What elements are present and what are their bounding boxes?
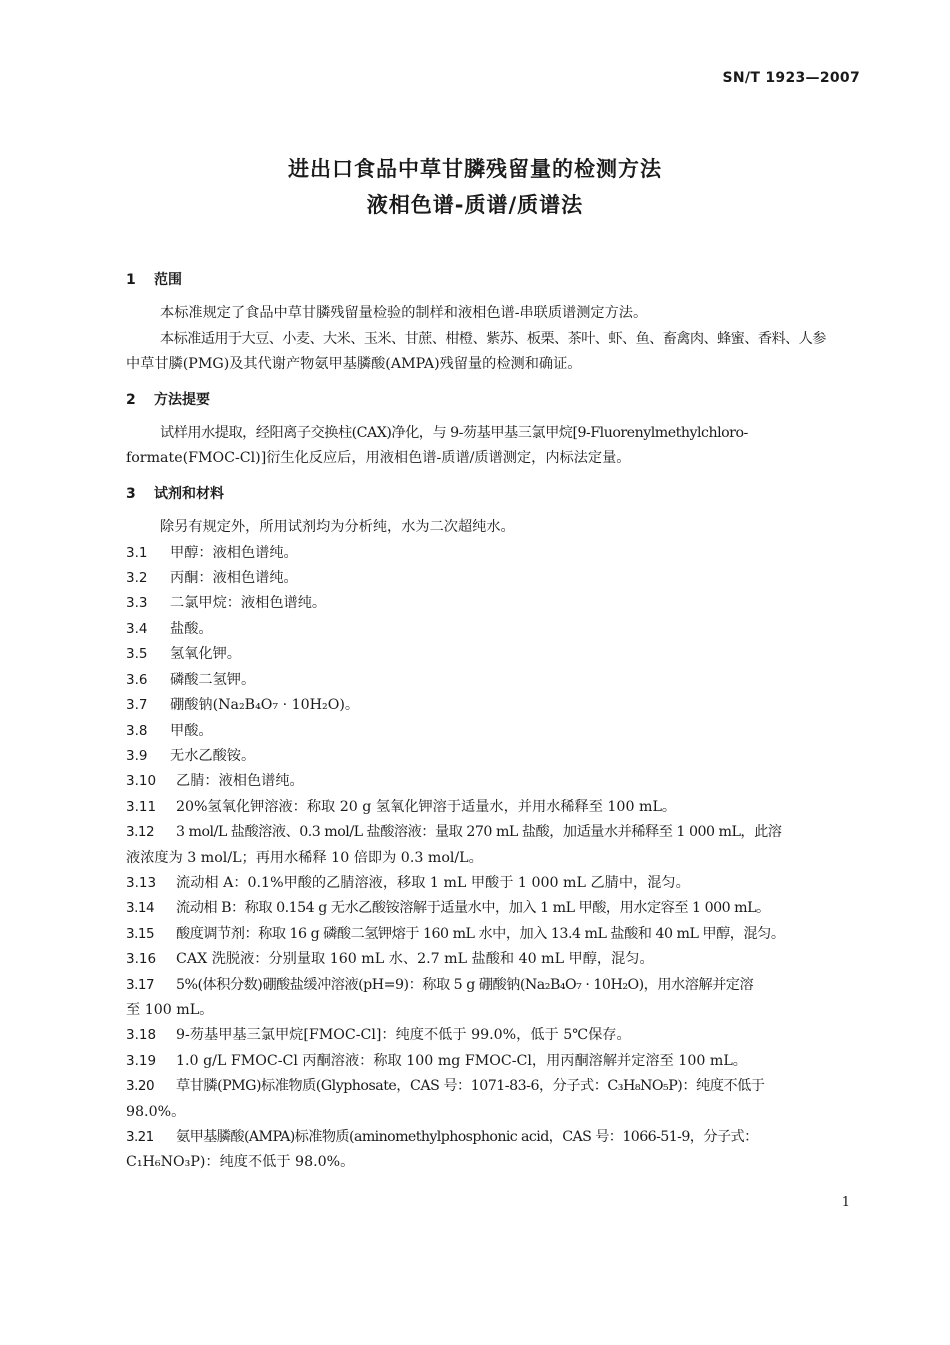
item-number: 3.9 [126, 747, 148, 764]
paragraph-continuation: formate(FMOC-Cl)]衍生化反应后，用液相色谱-质谱/质谱测定，内标法定量。 [126, 450, 631, 467]
item-text: 磷酸二氢钾。 [170, 671, 256, 688]
item-number: 3.16 [126, 951, 157, 968]
item-number: 3.4 [126, 620, 148, 637]
item-text: 酸度调节剂：称取 16 g 磷酸二氢钾熔于 160 mL 水中，加入 13.4 mL 盐酸和 40 mL 甲醇，混匀。 [176, 925, 785, 942]
document-title-line2: 液相色谱-质谱/质谱法 [366, 193, 584, 217]
list-item-continuation: 98.0%。 [126, 1103, 186, 1120]
section-heading-reagents [126, 482, 862, 507]
item-number: 3.14 [126, 900, 155, 917]
item-text: 无水乙酸铵。 [170, 747, 256, 764]
list-item-continuation: 至 100 mL。 [126, 1001, 214, 1018]
paragraph-continuation: 中草甘膦(PMG)及其代谢产物氨甲基膦酸(AMPA)残留量的检测和确证。 [126, 356, 582, 373]
list-item [126, 744, 862, 769]
item-text: 3 mol/L 盐酸溶液、0.3 mol/L 盐酸溶液：量取 270 mL 盐酸，加适量水并稀释至 1 000 mL，此溶 [176, 824, 782, 841]
item-text: 20%氢氧化钾溶液：称取 20 g 氢氧化钾溶于适量水，并用水稀释至 100 mL。 [176, 798, 677, 815]
item-number: 3.5 [126, 646, 148, 663]
standard-code: SN/T 1923—2007 [722, 70, 860, 86]
list-item [126, 719, 862, 744]
list-item [126, 541, 862, 566]
list-item [126, 820, 862, 845]
item-text: 二氯甲烷：液相色谱纯。 [170, 595, 327, 612]
item-text: 乙腈：液相色谱纯。 [176, 773, 304, 790]
item-text: 草甘膦(PMG)标准物质(Glyphosate，CAS 号：1071-83-6，分子式：C₃H₈NO₅P)：纯度不低于 [176, 1078, 765, 1095]
list-item [126, 642, 862, 667]
list-item [126, 1023, 862, 1048]
item-number: 3.3 [126, 595, 148, 612]
item-number: 3.21 [126, 1129, 154, 1145]
section-heading-scope [126, 268, 862, 293]
item-number: 3.15 [126, 925, 155, 942]
list-item [126, 871, 862, 896]
item-number: 3.18 [126, 1027, 157, 1044]
item-number: 3.8 [126, 722, 148, 739]
item-number: 3.2 [126, 570, 148, 587]
item-number: 3.12 [126, 824, 155, 841]
list-item [126, 795, 862, 820]
item-text: 甲醇：液相色谱纯。 [170, 544, 298, 561]
list-item [126, 1074, 862, 1099]
section-heading-method [126, 388, 862, 413]
item-text: 氢氧化钾。 [170, 646, 241, 663]
paragraph: 本标准规定了食品中草甘膦残留量检验的制样和液相色谱-串联质谱测定方法。 [160, 305, 648, 322]
item-number: 3.10 [126, 773, 157, 790]
document-title-line1: 进出口食品中草甘膦残留量的检测方法 [288, 157, 662, 181]
list-item [126, 769, 862, 794]
page-number: 1 [841, 1195, 850, 1210]
section-title: 范围 [154, 272, 182, 288]
paragraph-line: 试样用水提取，经阳离子交换柱(CAX)净化，与 9-芴基甲基三氯甲烷[9-Fluorenylmethylchloro- [160, 425, 748, 442]
section-title: 试剂和材料 [154, 485, 224, 502]
item-number: 3.1 [126, 544, 148, 561]
document-body [126, 268, 862, 1176]
item-number: 3.7 [126, 697, 148, 714]
list-item [126, 973, 862, 998]
item-text: 9-芴基甲基三氯甲烷[FMOC-Cl]：纯度不低于 99.0%，低于 5℃保存。 [176, 1027, 631, 1044]
list-item [126, 668, 862, 693]
item-text: 丙酮：液相色谱纯。 [170, 570, 298, 587]
item-text: 1.0 g/L FMOC-Cl 丙酮溶液：称取 100 mg FMOC-Cl，用丙酮溶解并定溶至 100 mL。 [176, 1052, 747, 1069]
list-item-continuation: 液浓度为 3 mol/L；再用水稀释 10 倍即为 0.3 mol/L。 [126, 849, 483, 866]
list-item [126, 566, 862, 591]
item-number: 3.20 [126, 1078, 155, 1095]
item-number: 3.13 [126, 874, 157, 891]
item-text: 硼酸钠(Na₂B₄O₇ · 10H₂O)。 [170, 697, 360, 714]
reagent-list [126, 541, 862, 1176]
item-number: 3.6 [126, 671, 148, 688]
list-item [126, 693, 862, 718]
item-number: 3.19 [126, 1052, 157, 1069]
section-number: 3 [126, 485, 136, 502]
item-text: 甲酸。 [170, 722, 213, 739]
item-text: 5%(体积分数)硼酸盐缓冲溶液(pH=9)：称取 5 g 硼酸钠(Na₂B₄O₇ · 10H₂O)，用水溶解并定溶 [176, 976, 754, 993]
section-number: 1 [126, 272, 136, 288]
paragraph: 除另有规定外，所用试剂均为分析纯，水为二次超纯水。 [160, 519, 515, 536]
list-item [126, 922, 862, 947]
item-text: CAX 洗脱液：分别量取 160 mL 水、2.7 mL 盐酸和 40 mL 甲醇，混匀。 [176, 951, 654, 968]
item-text: 氨甲基膦酸(AMPA)标准物质(aminomethylphosphonic acid，CAS 号：1066-51-9，分子式： [176, 1129, 758, 1145]
list-item [126, 947, 862, 972]
list-item [126, 591, 862, 616]
list-item [126, 1049, 862, 1074]
section-title: 方法提要 [154, 391, 210, 408]
list-item-continuation: C₁H₆NO₃P)：纯度不低于 98.0%。 [126, 1154, 355, 1171]
item-text: 流动相 A：0.1%甲酸的乙腈溶液，移取 1 mL 甲酸于 1 000 mL 乙腈中，混匀。 [176, 874, 690, 891]
paragraph-line: 本标准适用于大豆、小麦、大米、玉米、甘蔗、柑橙、紫苏、板栗、茶叶、虾、鱼、畜禽肉、蜂蜜、香料、人参 [160, 330, 826, 347]
section-number: 2 [126, 391, 136, 408]
list-item [126, 896, 862, 921]
list-item [126, 1125, 862, 1150]
item-number: 3.11 [126, 798, 157, 815]
item-number: 3.17 [126, 976, 155, 993]
list-item [126, 617, 862, 642]
item-text: 盐酸。 [170, 620, 213, 637]
item-text: 流动相 B：称取 0.154 g 无水乙酸铵溶解于适量水中，加入 1 mL 甲酸，用水定容至 1 000 mL。 [176, 900, 770, 917]
